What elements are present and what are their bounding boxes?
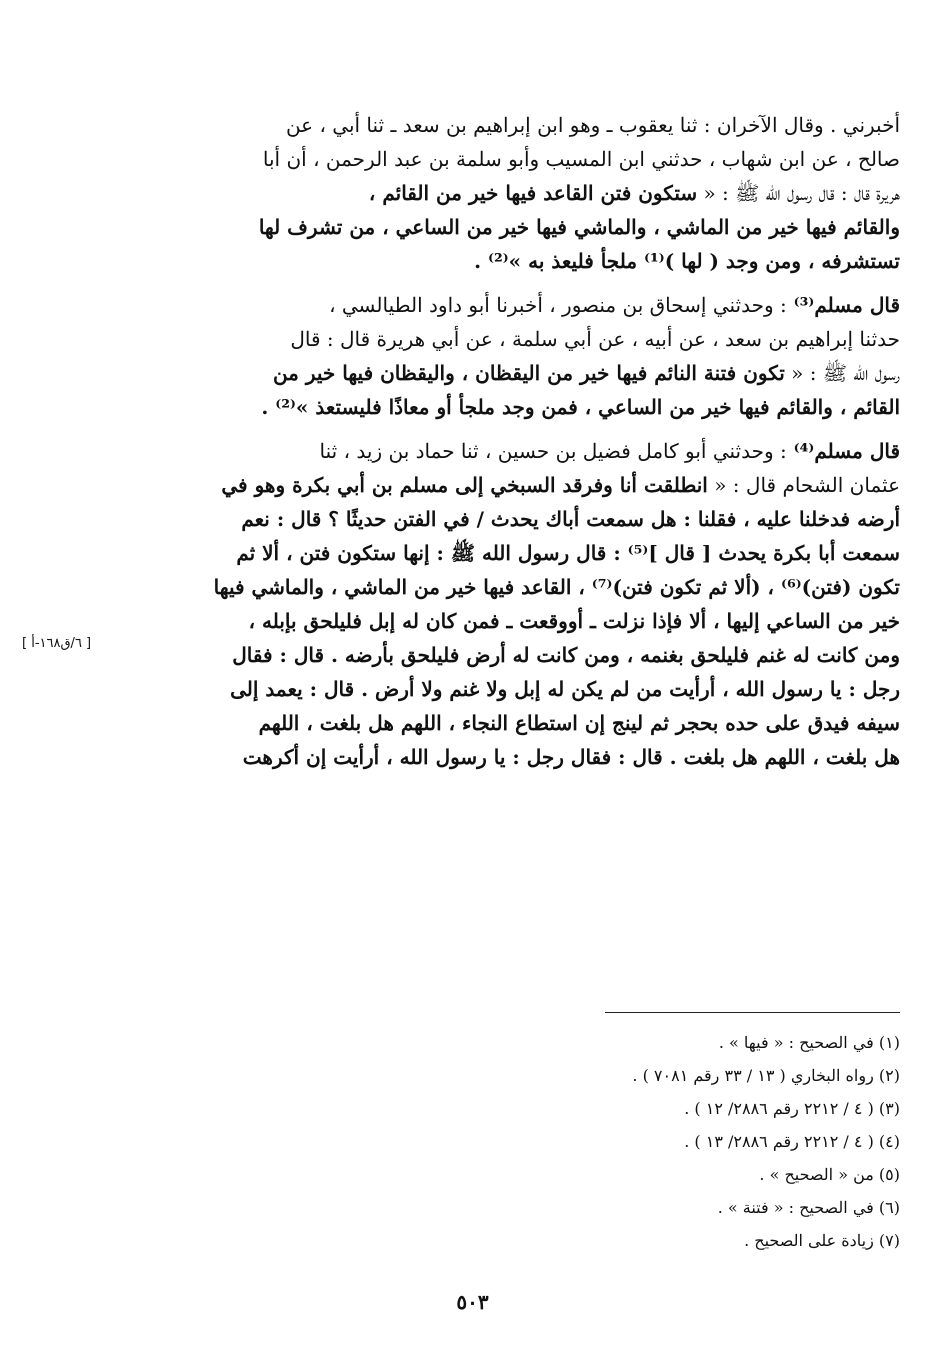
footnote-item: (٧) زيادة على الصحيح .: [744, 1231, 900, 1250]
text-run: حدثنا إبراهيم بن سعد ، عن أبيه ، عن أبي سلمة ، عن أبي هريرة قال : قال: [290, 327, 900, 351]
bold-text-run: القائم ، والقائم فيها خير من الساعي ، فمن وجد ملجأ أو معاذًا فليستعذ »⁽²⁾ .: [261, 395, 900, 419]
text-run: أخبرني . وقال الآخران : ثنا يعقوب ـ وهو ابن إبراهيم بن سعد ـ ثنا أبي ، عن: [285, 113, 900, 137]
text-line: [160, 322, 900, 356]
text-line: [160, 244, 900, 278]
text-line: [160, 142, 900, 176]
text-run: : وحدثني أبو كامل فضيل بن حسين ، ثنا حماد بن زيد ، ثنا: [319, 439, 787, 463]
text-line: [160, 604, 900, 638]
text-line: [160, 570, 900, 604]
text-run: هريرة قال : قال رسول الله ﷺ : «: [697, 181, 900, 205]
text-line: [160, 434, 900, 468]
text-run: رسول الله ﷺ : «: [784, 361, 900, 385]
footnote-divider: [605, 1012, 900, 1013]
bold-text-run: ومن كانت له غنم فليلحق بغنمه ، ومن كانت له أرض فليلحق بأرضه . قال : فقال: [232, 643, 900, 667]
text-line: [160, 468, 900, 502]
footnote-item: (٥) من « الصحيح » .: [759, 1165, 900, 1184]
footnote-item: (١) في الصحيح : « فيها » .: [718, 1033, 900, 1052]
text-line: [160, 740, 900, 774]
footnotes: [500, 1026, 900, 1257]
bold-text-run: تستشرفه ، ومن وجد ( لها )⁽¹⁾ ملجأ فليعذ به »⁽²⁾ .: [474, 249, 900, 273]
text-line: [160, 706, 900, 740]
bold-text-run: تكون فتنة النائم فيها خير من اليقظان ، واليقظان فيها خير من: [272, 361, 785, 385]
bold-text-run: ستكون فتن القاعد فيها خير من القائم ،: [368, 181, 698, 205]
text-line: [160, 536, 900, 570]
bold-text-run: قال مسلم⁽³⁾: [786, 293, 900, 317]
footnote-item: (٢) رواه البخاري ( ١٣ / ٣٣ رقم ٧٠٨١ ) .: [632, 1066, 900, 1085]
text-line: [160, 288, 900, 322]
text-line: [160, 176, 900, 210]
bold-text-run: انطلقت أنا وفرقد السبخي إلى مسلم بن أبي بكرة وهو في: [221, 473, 708, 497]
text-line: [160, 210, 900, 244]
text-line: [160, 108, 900, 142]
bold-text-run: أرضه فدخلنا عليه ، فقلنا : هل سمعت أباك يحدث / في الفتن حديثًا ؟ قال : نعم: [241, 507, 900, 531]
footnote-item: (٦) في الصحيح : « فتنة » .: [717, 1198, 900, 1217]
text-line: [160, 672, 900, 706]
bold-text-run: خير من الساعي إليها ، ألا فإذا نزلت ـ أووقعت ـ فمن كان له إبل فليلحق بإبله ،: [248, 609, 900, 633]
text-line: [160, 638, 900, 672]
text-run: صالح ، عن ابن شهاب ، حدثني ابن المسيب وأبو سلمة بن عبد الرحمن ، أن أبا: [262, 147, 900, 171]
bold-text-run: قال مسلم⁽⁴⁾: [786, 439, 900, 463]
bold-text-run: هل بلغت ، اللهم هل بلغت . قال : فقال رجل : يا رسول الله ، أرأيت إن أكرهت: [242, 745, 900, 769]
main-text: [160, 108, 900, 774]
footnote-item: (٤) ( ٤ / ٢٢١٢ رقم ٢٨٨٦/ ١٣ ) .: [684, 1132, 900, 1151]
bold-text-run: سمعت أبا بكرة يحدث [ قال ]⁽⁵⁾ : قال رسول الله ﷺ : إنها ستكون فتن ، ألا ثم: [236, 541, 900, 565]
paragraph-gap: [160, 278, 900, 288]
bold-text-run: والقائم فيها خير من الماشي ، والماشي فيها خير من الساعي ، من تشرف لها: [258, 215, 900, 239]
bold-text-run: تكون (فتن)⁽⁶⁾ ، (ألا ثم تكون فتن)⁽⁷⁾ ، القاعد فيها خير من الماشي ، والماشي فيها: [213, 575, 900, 599]
page-number: ٥٠٣: [456, 1290, 489, 1314]
text-run: عثمان الشحام قال : «: [707, 473, 900, 497]
paragraph-gap: [160, 424, 900, 434]
bold-text-run: رجل : يا رسول الله ، أرأيت من لم يكن له إبل ولا غنم ولا أرض . قال : يعمد إلى: [230, 677, 900, 701]
text-run: : وحدثني إسحاق بن منصور ، أخبرنا أبو داود الطيالسي ،: [329, 293, 787, 317]
footnote-item: (٣) ( ٤ / ٢٢١٢ رقم ٢٨٨٦/ ١٢ ) .: [684, 1099, 900, 1118]
text-line: [160, 356, 900, 390]
text-line: [160, 390, 900, 424]
bold-text-run: سيفه فيدق على حده بحجر ثم لينج إن استطاع النجاء ، اللهم هل بلغت ، اللهم: [258, 711, 900, 735]
text-line: [160, 502, 900, 536]
margin-manuscript-ref: [ ٦/ق١٦٨-أ ]: [22, 636, 92, 651]
